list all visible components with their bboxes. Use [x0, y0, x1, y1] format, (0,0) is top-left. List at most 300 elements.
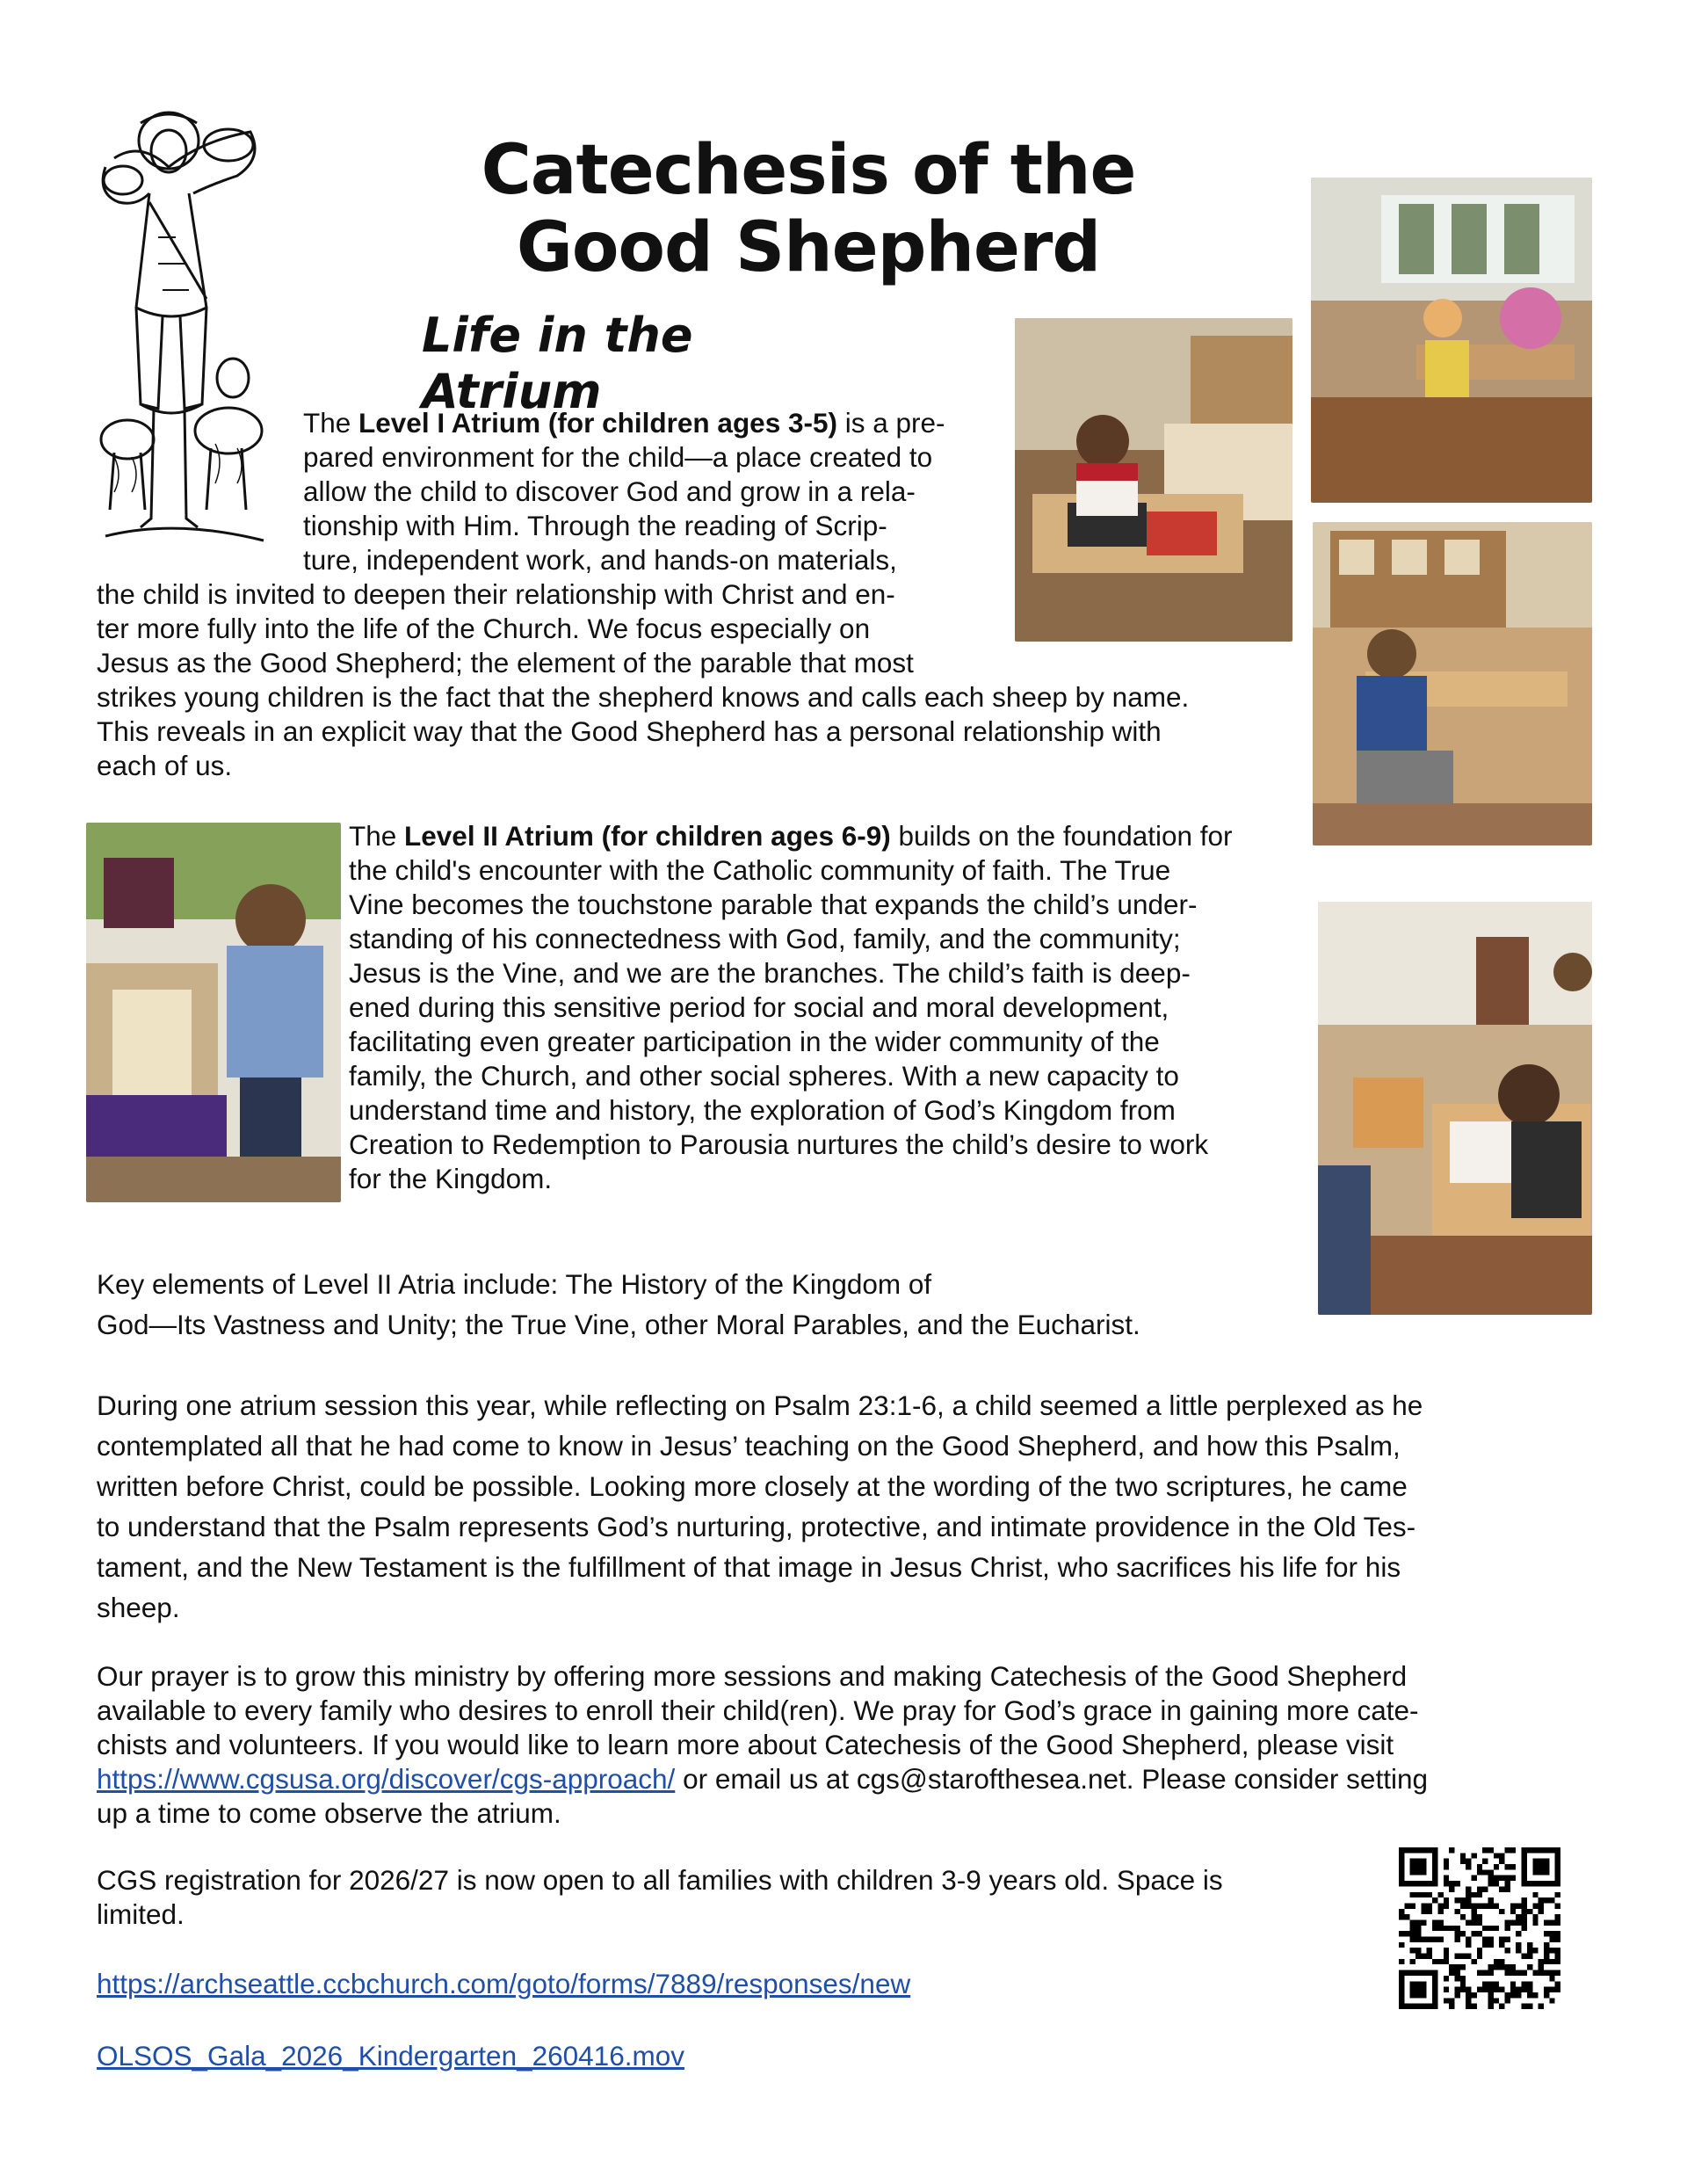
qr-module	[1494, 1987, 1499, 1992]
qr-module	[1432, 1937, 1437, 1942]
qr-module	[1527, 2004, 1532, 2009]
prayer-line: chists and volunteers. If you would like to learn more about Catechesis of the Good Shepherd, please visit	[97, 1729, 1394, 1760]
qr-module	[1527, 1964, 1532, 1970]
qr-module	[1482, 1942, 1488, 1948]
qr-module	[1488, 1903, 1494, 1908]
qr-module	[1499, 1886, 1504, 1891]
qr-module	[1549, 1998, 1554, 2003]
qr-module	[1522, 1914, 1527, 1919]
level1-line: tionship with Him. Through the reading of Scrip-	[303, 510, 887, 541]
qr-module	[1510, 1964, 1516, 1970]
qr-module	[1539, 1964, 1544, 1970]
qr-module	[1488, 1942, 1494, 1948]
qr-module	[1471, 1914, 1476, 1919]
qr-module	[1444, 1897, 1449, 1903]
qr-module	[1460, 1931, 1466, 1936]
qr-module	[1527, 1909, 1532, 1914]
qr-finder	[1410, 1859, 1427, 1876]
qr-module	[1444, 1948, 1449, 1953]
qr-module	[1505, 1847, 1510, 1853]
level2-line: Vine becomes the touchstone parable that expands the child’s under-	[349, 889, 1198, 920]
level1-line: strikes young children is the fact that the shepherd knows and calls each sheep by name.	[97, 681, 1190, 713]
qr-module	[1471, 2004, 1476, 2009]
qr-module	[1444, 1987, 1449, 1992]
qr-module	[1454, 1987, 1459, 1992]
qr-module	[1466, 1864, 1471, 1869]
qr-module	[1488, 1998, 1494, 2003]
qr-module	[1449, 1881, 1454, 1886]
qr-module	[1399, 1914, 1404, 1919]
qr-module	[1410, 1903, 1415, 1908]
psalm-line: During one atrium session this year, while reflecting on Psalm 23:1-6, a child seemed a little perplexed as he	[97, 1389, 1423, 1421]
qr-module	[1510, 1919, 1516, 1925]
qr-module	[1532, 1970, 1538, 1976]
level2-line: standing of his connectedness with God, family, and the community;	[349, 923, 1181, 954]
qr-finder	[1532, 1859, 1549, 1876]
qr-module	[1460, 1859, 1466, 1864]
registration-line: limited.	[97, 1898, 185, 1930]
qr-module	[1399, 1959, 1404, 1964]
qr-module	[1510, 1987, 1516, 1992]
registration-line: CGS registration for 2026/27 is now open to all families with children 3-9 years old. Space is	[97, 1864, 1223, 1896]
level2-line	[349, 819, 1233, 853]
qr-module	[1555, 1970, 1560, 1976]
qr-module	[1466, 1892, 1471, 1897]
qr-module	[1410, 1931, 1415, 1936]
qr-module	[1494, 1998, 1499, 2003]
qr-module	[1454, 1970, 1459, 1976]
qr-module	[1477, 1869, 1482, 1875]
qr-module	[1482, 1847, 1488, 1853]
qr-module	[1494, 1981, 1499, 1986]
qr-module	[1499, 1964, 1504, 1970]
qr-module	[1421, 1937, 1426, 1942]
qr-module	[1510, 1876, 1516, 1881]
level1-line: Jesus as the Good Shepherd; the element of the parable that most	[97, 647, 914, 678]
qr-finder	[1410, 1981, 1427, 1998]
qr-module	[1399, 1931, 1404, 1936]
qr-module	[1505, 1998, 1510, 2003]
qr-module	[1510, 1909, 1516, 1914]
qr-module	[1488, 1847, 1494, 1853]
qr-module	[1444, 1876, 1449, 1881]
qr-module	[1399, 1909, 1404, 1914]
level1-line: This reveals in an explicit way that the Good Shepherd has a personal relationship with	[97, 715, 1162, 747]
qr-module	[1532, 1919, 1538, 1925]
qr-module	[1549, 1931, 1554, 1936]
qr-module	[1437, 1919, 1443, 1925]
qr-module	[1466, 1954, 1471, 1959]
qr-module	[1549, 1970, 1554, 1976]
qr-module	[1449, 1998, 1454, 2003]
qr-module	[1488, 1897, 1494, 1903]
level1-line: ture, independent work, and hands-on materials,	[303, 544, 897, 576]
photo-child-tablet	[1015, 318, 1292, 642]
qr-module	[1466, 1897, 1471, 1903]
qr-module	[1488, 1981, 1494, 1986]
qr-module	[1482, 1869, 1488, 1875]
qr-module	[1527, 1987, 1532, 1992]
qr-module	[1471, 1919, 1476, 1925]
qr-module	[1437, 1937, 1443, 1942]
qr-module	[1494, 1864, 1499, 1869]
qr-module	[1477, 1864, 1482, 1869]
qr-module	[1482, 1987, 1488, 1992]
level1-line: the child is invited to deepen their relationship with Christ and en-	[97, 578, 895, 610]
qr-module	[1444, 1954, 1449, 1959]
qr-module	[1494, 1926, 1499, 1931]
qr-module	[1399, 1942, 1404, 1948]
qr-module	[1471, 1853, 1476, 1858]
qr-module	[1410, 1892, 1415, 1897]
qr-module	[1510, 1903, 1516, 1908]
qr-module	[1532, 1992, 1538, 1998]
qr-module	[1421, 1919, 1426, 1925]
qr-module	[1454, 1909, 1459, 1914]
level2-line: ened during this sensitive period for social and moral development,	[349, 991, 1169, 1023]
qr-module	[1449, 1847, 1454, 1853]
qr-module	[1522, 2004, 1527, 2009]
qr-module	[1522, 1987, 1527, 1992]
qr-module	[1460, 1903, 1466, 1908]
qr-module	[1427, 1948, 1432, 1953]
qr-module	[1544, 1942, 1549, 1948]
qr-module	[1522, 1970, 1527, 1976]
qr-module	[1477, 1948, 1482, 1953]
qr-module	[1539, 1897, 1544, 1903]
level2-line: facilitating even greater participation in the wider community of the	[349, 1026, 1160, 1057]
qr-module	[1460, 1981, 1466, 1986]
level2-heading: Level II Atrium (for children ages 6-9)	[404, 820, 891, 852]
qr-module	[1510, 1864, 1516, 1869]
qr-module	[1444, 1864, 1449, 1869]
qr-module	[1444, 1959, 1449, 1964]
qr-module	[1544, 1987, 1549, 1992]
qr-module	[1427, 1937, 1432, 1942]
qr-module	[1415, 1931, 1421, 1936]
qr-module	[1415, 1937, 1421, 1942]
qr-module	[1471, 1931, 1476, 1936]
qr-module	[1494, 1959, 1499, 1964]
text-span: The	[349, 820, 405, 852]
qr-module	[1466, 1919, 1471, 1925]
qr-code[interactable]	[1399, 1847, 1560, 2009]
qr-module	[1466, 1859, 1471, 1864]
qr-module	[1477, 1954, 1482, 1959]
qr-module	[1432, 1959, 1437, 1964]
qr-module	[1454, 1897, 1459, 1903]
qr-module	[1421, 1903, 1426, 1908]
qr-module	[1460, 1853, 1466, 1858]
qr-module	[1505, 1970, 1510, 1976]
prayer-line: Our prayer is to grow this ministry by offering more sessions and making Catechesis of the Good Shepherd	[97, 1660, 1408, 1692]
qr-module	[1522, 1909, 1527, 1914]
qr-module	[1522, 1897, 1527, 1903]
qr-module	[1499, 1942, 1504, 1948]
qr-module	[1460, 1897, 1466, 1903]
page-title	[422, 132, 1195, 287]
qr-module	[1444, 1998, 1449, 2003]
level1-line: each of us.	[97, 750, 233, 781]
qr-module	[1421, 1909, 1426, 1914]
level2-line: for the Kingdom.	[349, 1163, 553, 1194]
title-line-1: Catechesis of the	[481, 131, 1136, 210]
qr-module	[1410, 1937, 1415, 1942]
qr-module	[1516, 1919, 1521, 1925]
qr-module	[1494, 1853, 1499, 1858]
level2-line: family, the Church, and other social spheres. With a new capacity to	[349, 1060, 1179, 1092]
qr-module	[1466, 1903, 1471, 1908]
qr-module	[1555, 1959, 1560, 1964]
qr-module	[1505, 1937, 1510, 1942]
qr-module	[1427, 1909, 1432, 1914]
qr-module	[1532, 1914, 1538, 1919]
qr-module	[1539, 1959, 1544, 1964]
qr-module	[1471, 1959, 1476, 1964]
level2-line: the child's encounter with the Catholic community of faith. The True	[349, 854, 1171, 886]
qr-module	[1555, 1919, 1560, 1925]
qr-module	[1421, 1954, 1426, 1959]
qr-module	[1555, 1937, 1560, 1942]
qr-module	[1488, 1987, 1494, 1992]
qr-module	[1432, 1897, 1437, 1903]
qr-module	[1544, 1954, 1549, 1959]
qr-module	[1549, 1987, 1554, 1992]
qr-module	[1454, 1964, 1459, 1970]
page-subtitle: Life in the Atrium	[422, 308, 693, 419]
psalm-line: sheep.	[97, 1592, 180, 1623]
qr-module	[1460, 1964, 1466, 1970]
qr-module	[1527, 1992, 1532, 1998]
qr-module	[1544, 1919, 1549, 1925]
qr-module	[1549, 1976, 1554, 1981]
qr-module	[1488, 1926, 1494, 1931]
qr-module	[1427, 1892, 1432, 1897]
qr-module	[1522, 1903, 1527, 1908]
qr-module	[1404, 1914, 1409, 1919]
qr-module	[1522, 1926, 1527, 1931]
qr-module	[1437, 1892, 1443, 1897]
qr-module	[1471, 1876, 1476, 1881]
qr-module	[1437, 1903, 1443, 1908]
qr-module	[1488, 1881, 1494, 1886]
qr-module	[1482, 1903, 1488, 1908]
qr-module	[1505, 1992, 1510, 1998]
qr-module	[1516, 1987, 1521, 1992]
qr-module	[1510, 1981, 1516, 1986]
qr-module	[1466, 1942, 1471, 1948]
photo-child-flowers	[1311, 178, 1592, 503]
qr-module	[1527, 1954, 1532, 1959]
qr-module	[1544, 1948, 1549, 1953]
qr-module	[1444, 1881, 1449, 1886]
qr-module	[1555, 1981, 1560, 1986]
qr-module	[1460, 1987, 1466, 1992]
qr-module	[1477, 1970, 1482, 1976]
qr-module	[1555, 1948, 1560, 1953]
level1-line: ter more fully into the life of the Church. We focus especially on	[97, 613, 871, 644]
qr-module	[1449, 1970, 1454, 1976]
qr-module	[1454, 1931, 1459, 1936]
qr-module	[1510, 1970, 1516, 1976]
qr-module	[1499, 2004, 1504, 2009]
qr-module	[1437, 1909, 1443, 1914]
qr-module	[1488, 1876, 1494, 1881]
qr-module	[1499, 1859, 1504, 1864]
qr-module	[1499, 1987, 1504, 1992]
qr-module	[1466, 1998, 1471, 2003]
qr-module	[1505, 1964, 1510, 1970]
qr-module	[1522, 1919, 1527, 1925]
qr-module	[1410, 1926, 1415, 1931]
qr-module	[1410, 1959, 1415, 1964]
qr-module	[1499, 1853, 1504, 1858]
qr-module	[1516, 1903, 1521, 1908]
qr-module	[1415, 1892, 1421, 1897]
qr-module	[1499, 1909, 1504, 1914]
qr-module	[1449, 2004, 1454, 2009]
qr-module	[1505, 1876, 1510, 1881]
prayer-line: up a time to come observe the atrium.	[97, 1797, 561, 1829]
qr-module	[1444, 1926, 1449, 1931]
qr-module	[1482, 1886, 1488, 1891]
qr-module	[1404, 1903, 1409, 1908]
qr-module	[1410, 1948, 1415, 1953]
qr-module	[1555, 1931, 1560, 1936]
photo-child-writing	[1313, 522, 1592, 845]
qr-module	[1432, 1926, 1437, 1931]
level2-line: Jesus is the Vine, and we are the branches. The child’s faith is deep-	[349, 957, 1191, 989]
key-elements-line: God—Its Vastness and Unity; the True Vine, other Moral Parables, and the Eucharist.	[97, 1309, 1140, 1340]
qr-module	[1499, 1959, 1504, 1964]
key-elements-line: Key elements of Level II Atria include: The History of the Kingdom of	[97, 1268, 932, 1300]
qr-module	[1427, 1954, 1432, 1959]
level1-heading: Level I Atrium (for children ages 3-5)	[358, 407, 837, 439]
cgs-approach-link[interactable]: https://www.cgsusa.org/discover/cgs-approach/	[97, 1763, 676, 1795]
qr-module	[1415, 1919, 1421, 1925]
qr-module	[1415, 1926, 1421, 1931]
qr-module	[1527, 1981, 1532, 1986]
qr-module	[1482, 1981, 1488, 1986]
qr-module	[1539, 1970, 1544, 1976]
qr-module	[1466, 1937, 1471, 1942]
qr-module	[1527, 1948, 1532, 1953]
qr-module	[1482, 1926, 1488, 1931]
qr-module	[1437, 1926, 1443, 1931]
qr-module	[1555, 1892, 1560, 1897]
qr-module	[1510, 1992, 1516, 1998]
qr-module	[1532, 1903, 1538, 1908]
video-link[interactable]: OLSOS_Gala_2026_Kindergarten_260416.mov	[97, 2040, 684, 2072]
qr-module	[1522, 1981, 1527, 1986]
qr-module	[1555, 1954, 1560, 1959]
qr-module	[1454, 1992, 1459, 1998]
qr-module	[1499, 1876, 1504, 1881]
qr-module	[1415, 1954, 1421, 1959]
qr-module	[1522, 1954, 1527, 1959]
qr-module	[1549, 1897, 1554, 1903]
qr-module	[1477, 1919, 1482, 1925]
qr-module	[1499, 1937, 1504, 1942]
level1-line: allow the child to discover God and grow in a rela-	[303, 475, 916, 507]
qr-module	[1444, 1859, 1449, 1864]
qr-module	[1505, 1919, 1510, 1925]
qr-module	[1505, 1864, 1510, 1869]
qr-module	[1466, 1992, 1471, 1998]
qr-module	[1549, 1948, 1554, 1953]
qr-module	[1466, 2004, 1471, 2009]
qr-module	[1488, 1970, 1494, 1976]
qr-module	[1460, 1954, 1466, 1959]
good-shepherd-illustration	[88, 105, 272, 554]
qr-module	[1494, 1876, 1499, 1881]
title-line-2: Good Shepherd	[516, 208, 1101, 287]
qr-module	[1539, 2004, 1544, 2009]
qr-module	[1532, 1892, 1538, 1897]
qr-module	[1488, 1869, 1494, 1875]
qr-module	[1516, 1931, 1521, 1936]
psalm-line: to understand that the Psalm represents God’s nurturing, protective, and intimate providence in the Old Tes-	[97, 1511, 1416, 1542]
qr-module	[1466, 1886, 1471, 1891]
qr-module	[1437, 1959, 1443, 1964]
level1-line: pared environment for the child—a place created to	[303, 441, 933, 473]
qr-module	[1471, 1903, 1476, 1908]
qr-module	[1460, 1914, 1466, 1919]
prayer-line: available to every family who desires to enroll their child(ren). We pray for God’s grace in gaining more cate-	[97, 1694, 1419, 1726]
qr-module	[1482, 1970, 1488, 1976]
qr-module	[1516, 1914, 1521, 1919]
level2-line: understand time and history, the exploration of God’s Kingdom from	[349, 1094, 1176, 1126]
qr-module	[1482, 1859, 1488, 1864]
qr-module	[1494, 1903, 1499, 1908]
qr-module	[1555, 1987, 1560, 1992]
qr-module	[1427, 1903, 1432, 1908]
qr-module	[1449, 1886, 1454, 1891]
qr-module	[1444, 1976, 1449, 1981]
qr-module	[1444, 1903, 1449, 1908]
prayer-line	[97, 1762, 1428, 1796]
photo-children-table	[1318, 902, 1592, 1315]
qr-module	[1454, 1926, 1459, 1931]
qr-module	[1494, 1964, 1499, 1970]
photo-child-altar	[86, 823, 341, 1202]
qr-module	[1516, 1970, 1521, 1976]
level1-line	[303, 406, 945, 440]
qr-module	[1454, 1954, 1459, 1959]
qr-module	[1510, 1847, 1516, 1853]
qr-module	[1454, 1976, 1459, 1981]
qr-module	[1410, 1919, 1415, 1925]
qr-module	[1516, 1942, 1521, 1948]
qr-module	[1544, 1959, 1549, 1964]
qr-module	[1449, 1926, 1454, 1931]
qr-module	[1471, 1992, 1476, 1998]
qr-module	[1460, 1976, 1466, 1981]
qr-module	[1539, 1909, 1544, 1914]
text-span: is a pre-	[837, 407, 945, 439]
qr-module	[1544, 1992, 1549, 1998]
qr-module	[1488, 1964, 1494, 1970]
qr-module	[1477, 1914, 1482, 1919]
psalm-line: contemplated all that he had come to know in Jesus’ teaching on the Good Shepherd, and how this Psalm,	[97, 1430, 1401, 1462]
qr-module	[1477, 1892, 1482, 1897]
qr-module	[1477, 1903, 1482, 1908]
registration-link[interactable]: https://archseattle.ccbchurch.com/goto/forms/7889/responses/new	[97, 1968, 911, 1999]
qr-module	[1488, 2004, 1494, 2009]
text-span: or email us at cgs@starofthesea.net. Please consider setting	[675, 1763, 1428, 1795]
psalm-line: written before Christ, could be possible. Looking more closely at the wording of the two scriptures, he came	[97, 1470, 1408, 1502]
qr-module	[1505, 1948, 1510, 1953]
